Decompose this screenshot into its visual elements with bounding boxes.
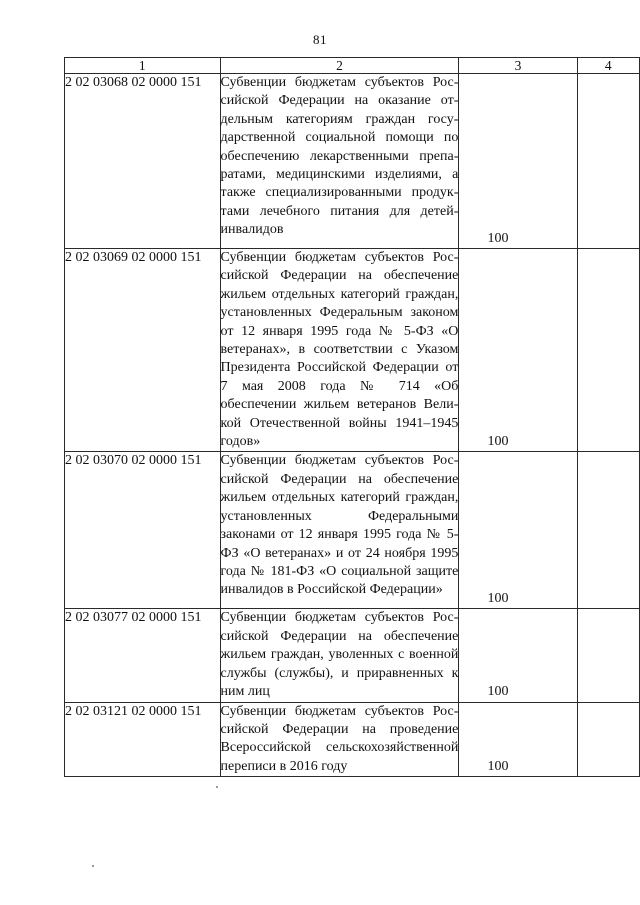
amount-cell: [459, 702, 577, 777]
budget-code-cell: 2 02 03068 02 0000 151: [65, 74, 221, 249]
table-row: [65, 249, 640, 452]
column-header-1: 1: [65, 58, 221, 74]
description-cell: Субвенции бюджетам субъектов Российской Федерации на обеспечение жильем отдельных категорий граждан, установленных Федеральными законами от 12 января 1995 года № 5-ФЗ «О ветеранах» и от 24 ноября 1995 года № 181-ФЗ «О социальной защите инвалидов в Российской Федерации»: [220, 452, 459, 609]
table-row: [65, 609, 640, 702]
column-header-2: 2: [220, 58, 459, 74]
amount-cell: [459, 609, 577, 702]
amount-cell: [459, 74, 577, 249]
scan-speck: [216, 786, 218, 788]
amount-cell: [459, 452, 577, 609]
column-4-cell: [577, 609, 640, 702]
amount-value: 100: [487, 230, 509, 246]
table-row: [65, 452, 640, 609]
amount-cell: [459, 249, 577, 452]
column-4-cell: [577, 452, 640, 609]
description-cell: Субвенции бюджетам субъектов Российской Федерации на проведение Всероссийской сельскохозяйственной переписи в 2016 году: [220, 702, 459, 777]
amount-value: 100: [487, 758, 509, 774]
table-row: [65, 74, 640, 249]
description-cell: Субвенции бюджетам субъектов Российской Федерации на обеспечение жильем граждан, уволенных с военной службы (службы), и приравненных к ним лиц: [220, 609, 459, 702]
column-4-cell: [577, 249, 640, 452]
scan-speck: [92, 865, 94, 867]
column-4-cell: [577, 702, 640, 777]
budget-code-cell: 2 02 03121 02 0000 151: [65, 702, 221, 777]
table-header-row: [65, 58, 640, 74]
budget-code-cell: 2 02 03069 02 0000 151: [65, 249, 221, 452]
page-number: 81: [313, 32, 327, 47]
column-4-cell: [577, 74, 640, 249]
description-cell: Субвенции бюджетам субъектов Российской Федерации на обеспечение жильем отдельных категорий граждан, установленных Федеральным законом от 12 января 1995 года № 5-ФЗ «О ветеранах», в соответствии с Указом Президента Российской Федерации от 7 мая 2008 года № 714 «Об обеспечении жильем ветеранов Великой Отечественной войны 1941–1945 годов»: [220, 249, 459, 452]
description-cell: Субвенции бюджетам субъектов Российской Федерации на оказание отдельным категориям граждан государственной социальной помощи по обеспечению лекарственными препаратами, медицинскими изделиями, а также специализированными продуктами лечебного питания для детей-инвалидов: [220, 74, 459, 249]
column-header-4: 4: [577, 58, 640, 74]
budget-code-cell: 2 02 03077 02 0000 151: [65, 609, 221, 702]
budget-revenue-table: [64, 57, 640, 777]
budget-code-cell: 2 02 03070 02 0000 151: [65, 452, 221, 609]
amount-value: 100: [487, 434, 509, 450]
amount-value: 100: [487, 684, 509, 700]
column-header-3: 3: [459, 58, 577, 74]
amount-value: 100: [487, 591, 509, 607]
table-row: [65, 702, 640, 777]
